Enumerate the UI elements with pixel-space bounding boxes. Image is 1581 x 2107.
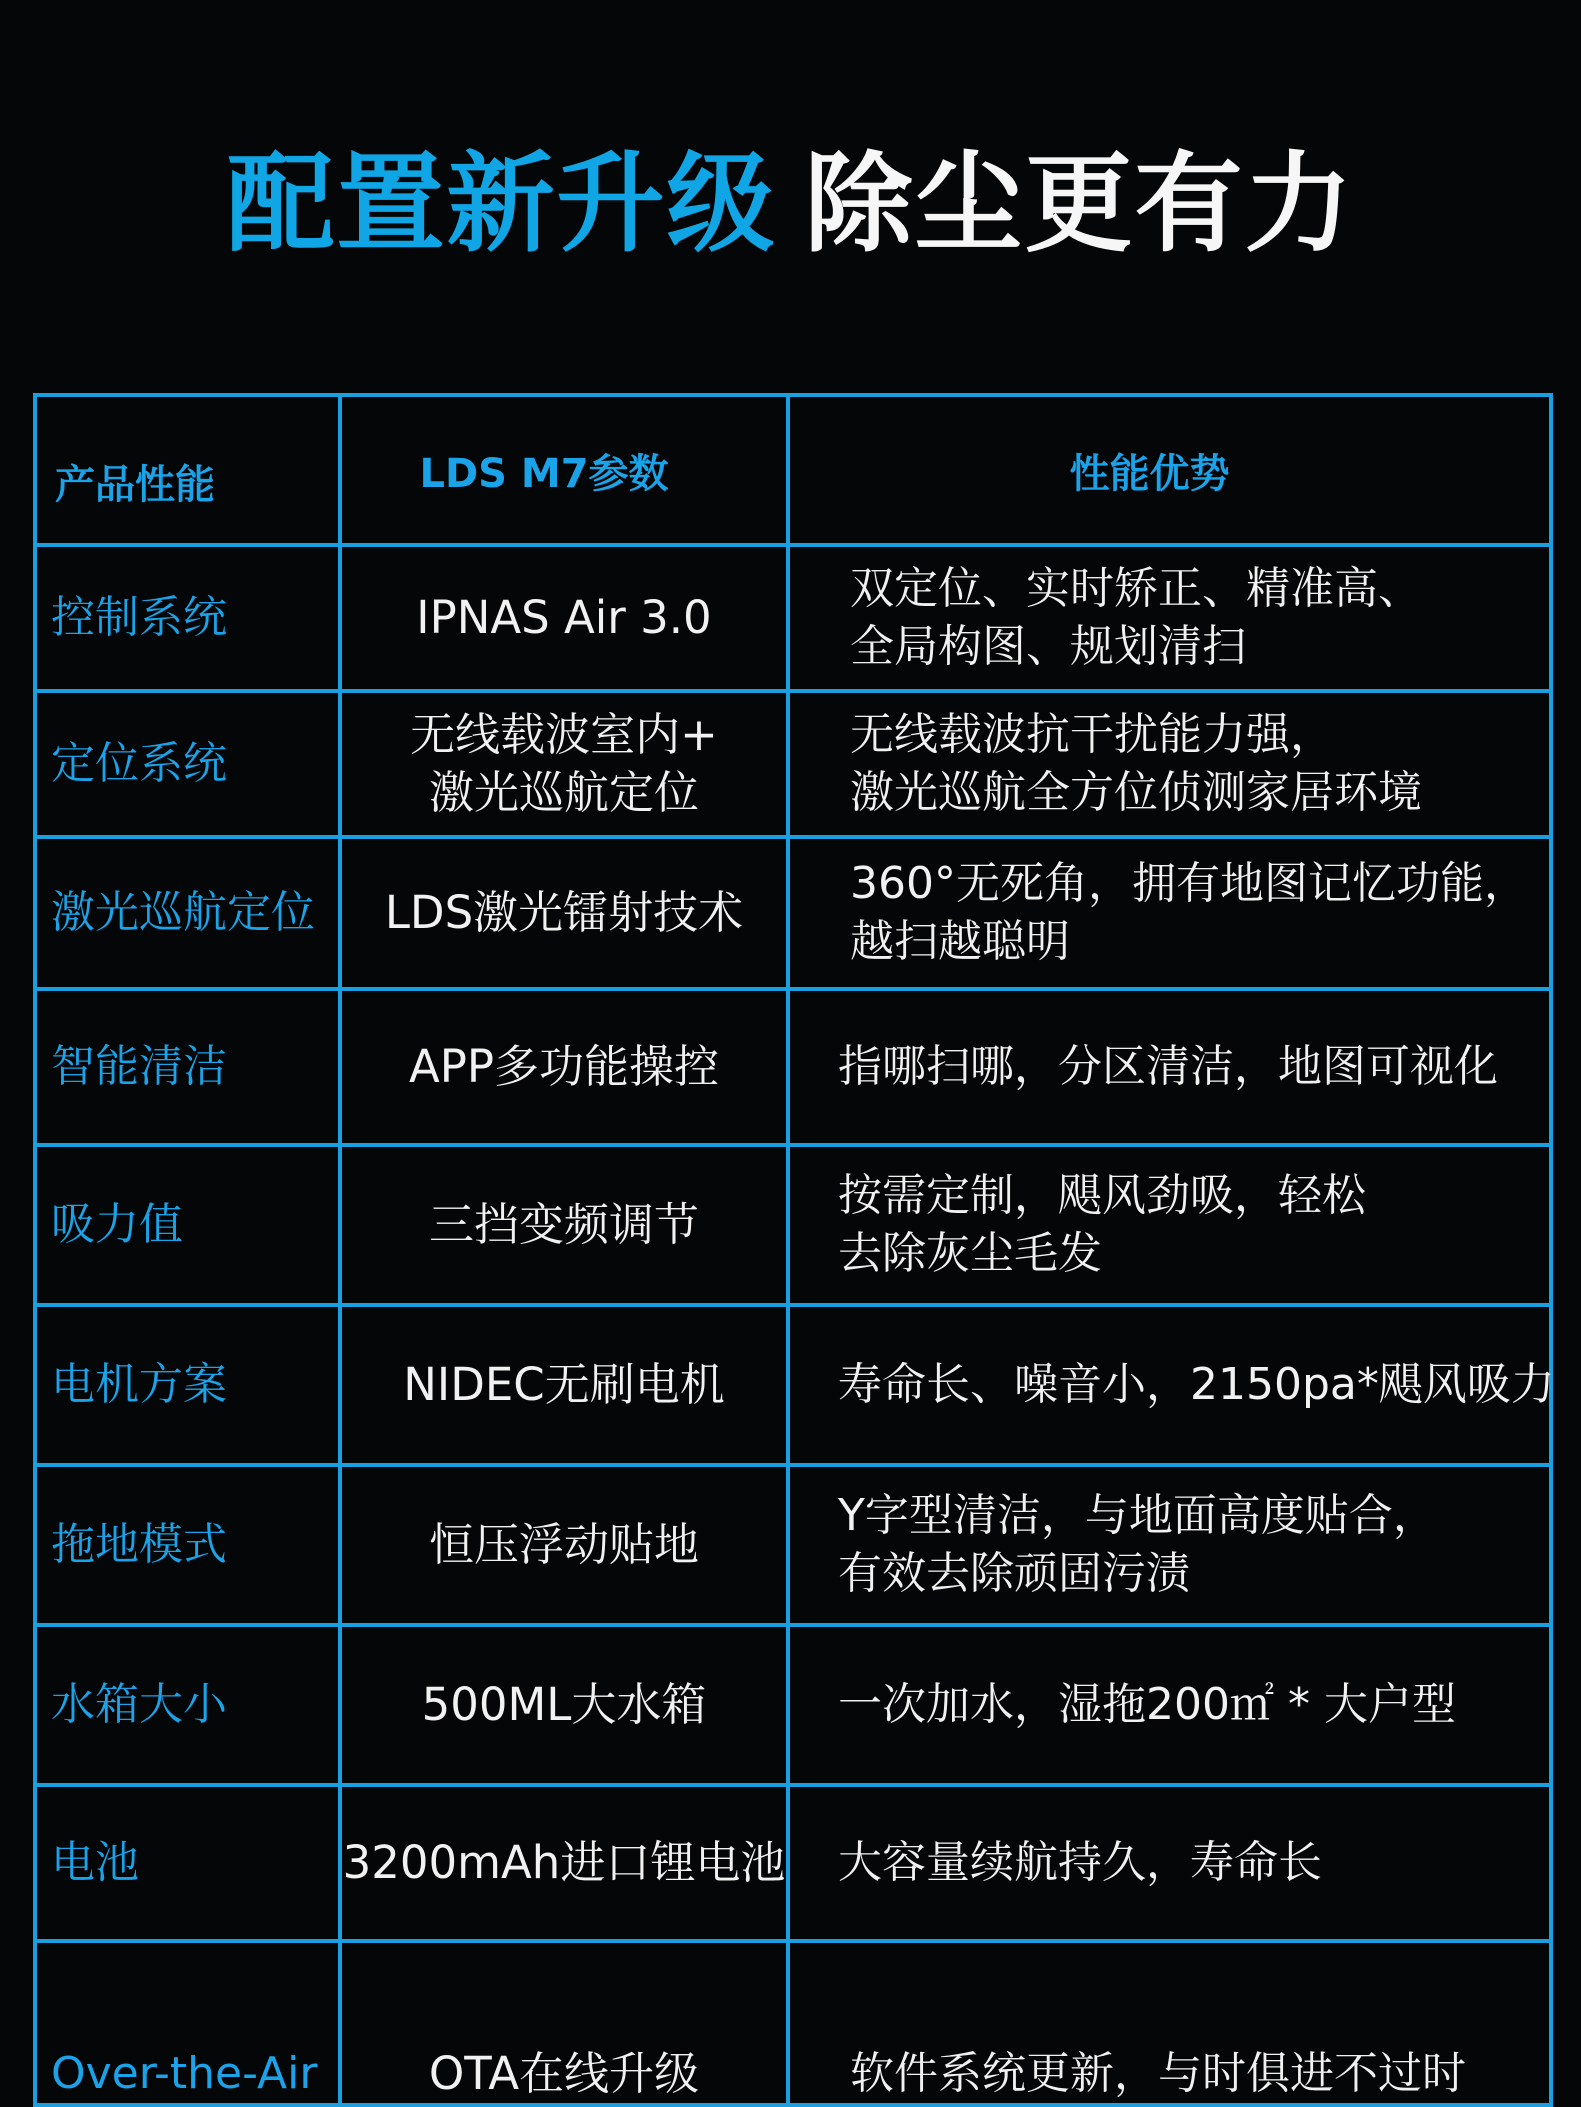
feature-cell: 电池 [35, 1785, 340, 1941]
table-row [35, 1625, 1551, 1785]
feature-cell: 智能清洁 [35, 989, 340, 1145]
benefit-cell [788, 1625, 1551, 1785]
table-row [35, 691, 1551, 837]
benefit-line: 有效去除顽固污渍 [838, 1548, 1190, 1599]
feature-cell: 激光巡航定位 [35, 837, 340, 989]
param-line: APP多功能操控 [408, 1040, 720, 1093]
benefit-line: 一次加水，湿拖200㎡ * 大户型 [838, 1679, 1456, 1730]
table-row [35, 1145, 1551, 1305]
param-cell [340, 1785, 788, 1941]
header-benefit: 性能优势 [788, 395, 1551, 545]
benefit-line: 去除灰尘毛发 [838, 1228, 1102, 1279]
benefit-cell [788, 1465, 1551, 1625]
param-cell [340, 1145, 788, 1305]
param-cell [340, 691, 788, 837]
benefit-cell [788, 837, 1551, 989]
param-cell [340, 545, 788, 691]
title-rest: 除尘更有力 [804, 142, 1355, 267]
param-line: 500ML大水箱 [421, 1678, 707, 1731]
benefit-line: 全局构图、规划清扫 [850, 621, 1246, 672]
title-accent: 配置新升级 [226, 142, 777, 267]
table-header-row [35, 395, 1551, 545]
table-row [35, 837, 1551, 989]
param-line: 激光巡航定位 [428, 766, 699, 819]
feature-cell: 拖地模式 [35, 1465, 340, 1625]
feature-cell: 控制系统 [35, 545, 340, 691]
param-line: LDS激光镭射技术 [384, 886, 744, 939]
param-cell [340, 1305, 788, 1465]
param-line: 恒压浮动贴地 [428, 1518, 699, 1571]
param-line: 3200mAh进口锂电池 [342, 1836, 786, 1889]
feature-cell: 定位系统 [35, 691, 340, 837]
benefit-line: 双定位、实时矫正、精准高、 [850, 563, 1422, 614]
benefit-line: 寿命长、噪音小，2150pa*飓风吸力 [838, 1359, 1555, 1410]
benefit-line: Y字型清洁，与地面高度贴合， [838, 1490, 1437, 1541]
param-cell [340, 1625, 788, 1785]
table-row [35, 1305, 1551, 1465]
param-line: 三挡变频调节 [428, 1198, 699, 1251]
param-line: 无线载波室内+ [410, 708, 718, 761]
benefit-cell [788, 545, 1551, 691]
feature-cell: 电机方案 [35, 1305, 340, 1465]
benefit-cell [788, 1145, 1551, 1305]
benefit-cell [788, 1941, 1551, 2105]
benefit-line: 按需定制，飓风劲吸，轻松 [838, 1170, 1366, 1221]
benefit-cell [788, 1785, 1551, 1941]
param-cell [340, 1941, 788, 2105]
benefit-line: 指哪扫哪，分区清洁，地图可视化 [838, 1041, 1498, 1092]
table-row [35, 1785, 1551, 1941]
spec-table [33, 393, 1553, 2107]
benefit-cell [788, 989, 1551, 1145]
header-feature: 产品性能 [35, 395, 340, 545]
param-cell [340, 1465, 788, 1625]
benefit-line: 无线载波抗干扰能力强， [850, 709, 1334, 760]
feature-cell: 水箱大小 [35, 1625, 340, 1785]
benefit-cell [788, 691, 1551, 837]
table-row [35, 1465, 1551, 1625]
benefit-line: 越扫越聪明 [850, 916, 1070, 967]
benefit-line: 激光巡航全方位侦测家居环境 [850, 767, 1422, 818]
param-line: NIDEC无刷电机 [403, 1358, 725, 1411]
page-title [0, 140, 1581, 270]
benefit-cell [788, 1305, 1555, 1465]
table-row [35, 989, 1551, 1145]
feature-cell: Over-the-Air [35, 1941, 340, 2105]
table-row [35, 1941, 1551, 2105]
benefit-line: 360°无死角，拥有地图记忆功能， [850, 858, 1528, 909]
param-line: IPNAS Air 3.0 [416, 591, 712, 644]
feature-cell: 吸力值 [35, 1145, 340, 1305]
header-param: LDS M7参数 [340, 395, 788, 545]
param-cell [340, 989, 788, 1145]
benefit-line: 大容量续航持久，寿命长 [838, 1837, 1322, 1888]
param-line: OTA在线升级 [428, 2047, 700, 2100]
table-row [35, 545, 1551, 691]
param-cell [340, 837, 788, 989]
benefit-line: 软件系统更新，与时俱进不过时 [850, 2048, 1466, 2099]
